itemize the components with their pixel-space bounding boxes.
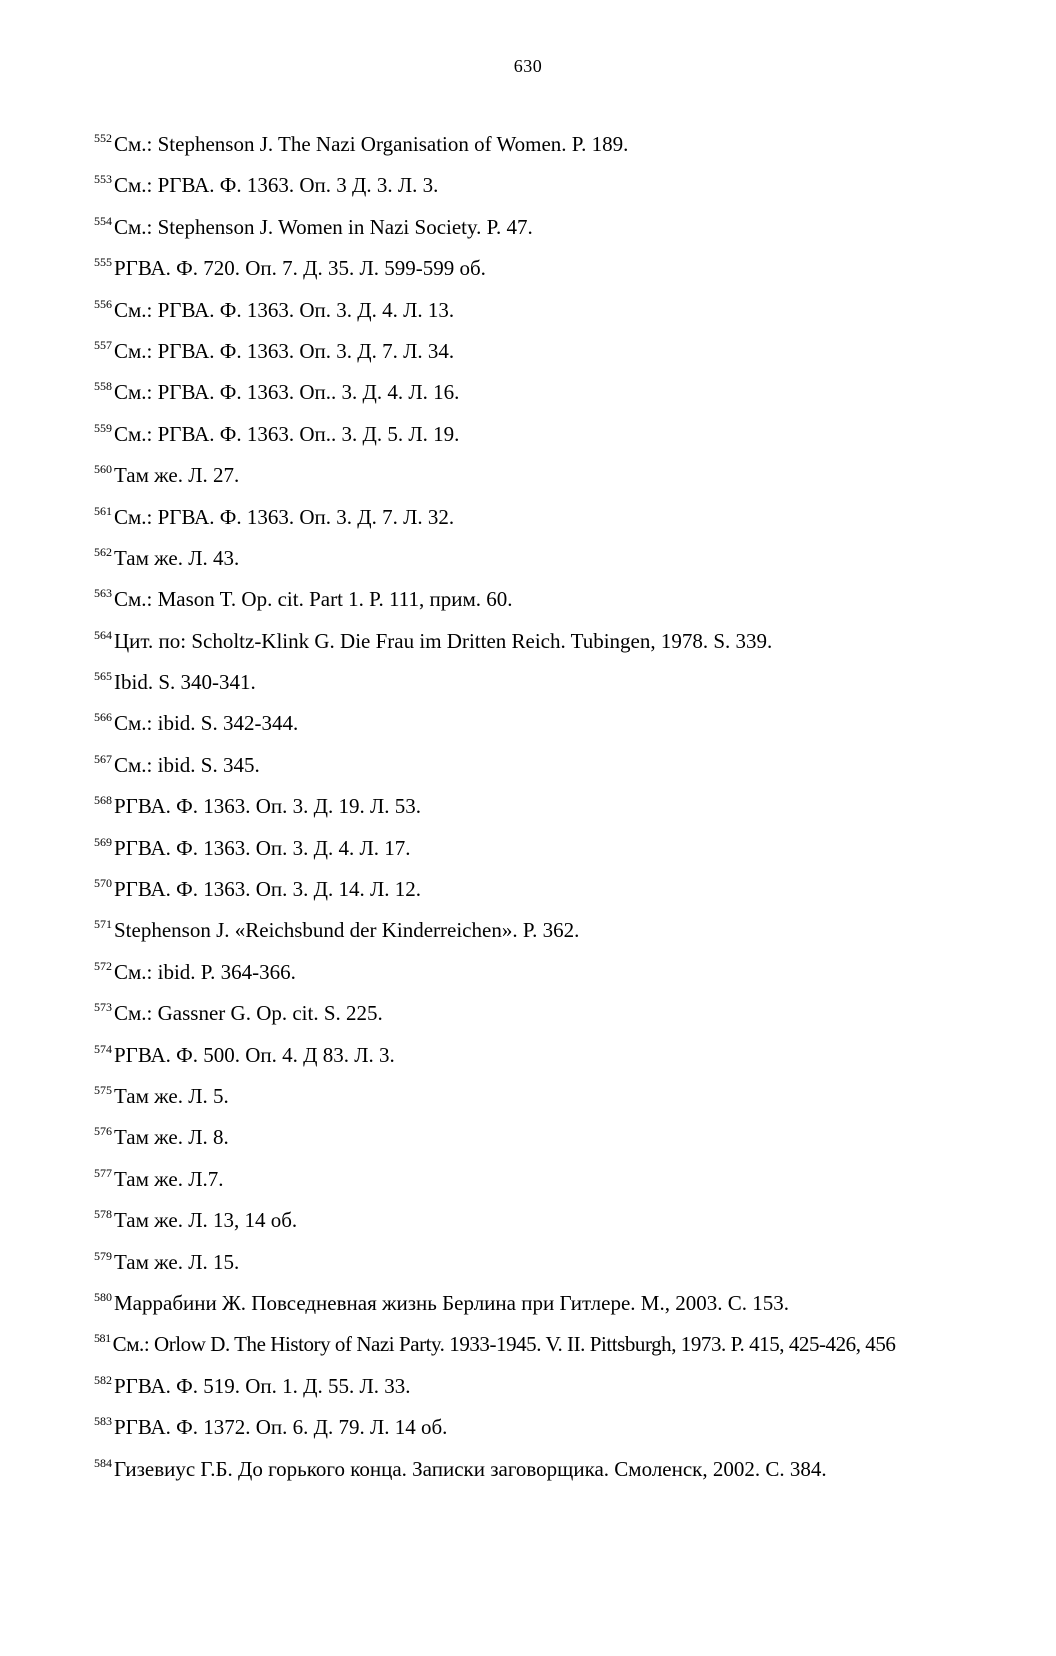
footnote-number: 576 [94, 1124, 112, 1139]
footnote [94, 1070, 996, 1111]
footnote [94, 1360, 996, 1401]
footnote-text: См.: РГВА. Ф. 1363. Оп. 3 Д. 3. Л. 3. [114, 173, 439, 198]
footnote-number: 564 [94, 627, 112, 642]
footnote [94, 615, 996, 656]
footnote-text: Там же. Л.7. [114, 1166, 224, 1191]
footnote [94, 863, 996, 904]
footnote-text: Цит. по: Scholtz-Klink G. Die Frau im Dritten Reich. Tubingen, 1978. S. 339. [114, 628, 773, 653]
footnote-text: Stephenson J. «Reichsbund der Kinderreichen». P. 362. [114, 918, 580, 943]
footnote-text: См.: РГВА. Ф. 1363. Оп.. 3. Д. 4. Л. 16. [114, 380, 460, 405]
footnote [94, 739, 996, 780]
footnote-number: 575 [94, 1082, 112, 1097]
footnote-number: 568 [94, 793, 112, 808]
footnote [94, 1401, 996, 1442]
footnote-number: 579 [94, 1248, 112, 1263]
footnote-text: См.: РГВА. Ф. 1363. Оп.. 3. Д. 5. Л. 19. [114, 421, 460, 446]
footnote [94, 946, 996, 987]
footnote [94, 532, 996, 573]
footnote-text: Там же. Л. 27. [114, 463, 240, 488]
footnote [94, 118, 996, 159]
footnote-number: 563 [94, 586, 112, 601]
footnote-number: 574 [94, 1041, 112, 1056]
footnote [94, 1318, 996, 1359]
footnote-number: 555 [94, 255, 112, 270]
footnote-number: 554 [94, 213, 112, 228]
footnote-text: РГВА. Ф. 1372. Оп. 6. Д. 79. Л. 14 об. [114, 1415, 448, 1440]
footnote-text: Там же. Л. 5. [114, 1083, 229, 1108]
footnote [94, 1236, 996, 1277]
footnote-text: Там же. Л. 8. [114, 1125, 229, 1150]
footnote-number: 562 [94, 544, 112, 559]
footnote [94, 1194, 996, 1235]
footnote-text: См.: ibid. S. 342-344. [114, 711, 299, 736]
footnote-text: Ibid. S. 340-341. [114, 670, 256, 695]
footnote [94, 491, 996, 532]
footnote-number: 581 [94, 1331, 111, 1346]
footnote-text: См.: Stephenson J. Women in Nazi Society. P. 47. [114, 214, 533, 239]
footnote [94, 780, 996, 821]
footnote-text: См.: Orlow D. The History of Nazi Party. 1933-1945. V. II. Pittsburgh, 1973. P. 415, 425-426, 456 [112, 1332, 896, 1357]
footnote-text: См.: РГВА. Ф. 1363. Оп. 3. Д. 7. Л. 34. [114, 338, 455, 363]
footnote [94, 822, 996, 863]
footnote-text: Там же. Л. 13, 14 об. [114, 1208, 298, 1233]
footnote [94, 366, 996, 407]
footnote-number: 566 [94, 710, 112, 725]
footnote [94, 656, 996, 697]
footnotes-list [94, 118, 996, 1484]
page-number: 630 [513, 56, 543, 76]
footnote-number: 553 [94, 172, 112, 187]
footnote-number: 558 [94, 379, 112, 394]
footnote-number: 572 [94, 958, 112, 973]
footnote [94, 573, 996, 614]
footnote-number: 557 [94, 337, 112, 352]
footnote-text: См.: РГВА. Ф. 1363. Оп. 3. Д. 7. Л. 32. [114, 504, 455, 529]
footnote-number: 583 [94, 1414, 112, 1429]
footnote [94, 1277, 996, 1318]
footnote [94, 159, 996, 200]
footnote-text: Там же. Л. 43. [114, 545, 240, 570]
footnote-text: См.: ibid. P. 364-366. [114, 959, 296, 984]
footnote-text: Маррабини Ж. Повседневная жизнь Берлина при Гитлере. М., 2003. С. 153. [114, 1290, 789, 1315]
footnote-text: См.: Mason T. Op. cit. Part 1. P. 111, прим. 60. [114, 587, 513, 612]
footnote-text: См.: Stephenson J. The Nazi Organisation of Women. P. 189. [114, 132, 629, 156]
footnote-text: См.: Gassner G. Op. cit. S. 225. [114, 1001, 383, 1026]
footnote [94, 1153, 996, 1194]
footnote-text: Там же. Л. 15. [114, 1249, 240, 1274]
footnote-text: РГВА. Ф. 1363. Оп. 3. Д. 19. Л. 53. [114, 794, 421, 819]
footnote [94, 987, 996, 1028]
footnote-number: 582 [94, 1372, 112, 1387]
footnote [94, 408, 996, 449]
footnote-text: См.: РГВА. Ф. 1363. Оп. 3. Д. 4. Л. 13. [114, 297, 455, 322]
footnote-number: 561 [94, 503, 112, 518]
footnote-number: 577 [94, 1165, 112, 1180]
footnote-text: РГВА. Ф. 1363. Оп. 3. Д. 14. Л. 12. [114, 877, 421, 902]
footnote-number: 578 [94, 1207, 112, 1222]
footnote [94, 242, 996, 283]
footnote-number: 556 [94, 296, 112, 311]
footnote-text: Гизевиус Г.Б. До горького конца. Записки заговорщика. Смоленск, 2002. С. 384. [114, 1456, 827, 1481]
footnote-number: 559 [94, 420, 112, 435]
footnote-number: 552 [94, 131, 112, 145]
footnote [94, 904, 996, 945]
footnote [94, 449, 996, 490]
footnote-number: 560 [94, 462, 112, 477]
footnote-number: 580 [94, 1289, 112, 1304]
footnote [94, 697, 996, 738]
footnote-number: 573 [94, 1000, 112, 1015]
footnote-text: РГВА. Ф. 519. Оп. 1. Д. 55. Л. 33. [114, 1373, 411, 1398]
footnote [94, 201, 996, 242]
footnote-number: 567 [94, 751, 112, 766]
footnote [94, 1443, 996, 1484]
footnote-text: РГВА. Ф. 720. Оп. 7. Д. 35. Л. 599-599 об. [114, 256, 486, 281]
footnote [94, 1111, 996, 1152]
footnote-text: См.: ibid. S. 345. [114, 752, 260, 777]
footnote-number: 565 [94, 669, 112, 684]
footnote [94, 284, 996, 325]
footnote [94, 1029, 996, 1070]
footnote [94, 325, 996, 366]
footnote-number: 569 [94, 834, 112, 849]
footnote-number: 584 [94, 1455, 112, 1470]
footnote-number: 571 [94, 917, 112, 932]
footnote-text: РГВА. Ф. 1363. Оп. 3. Д. 4. Л. 17. [114, 835, 411, 860]
footnote-text: РГВА. Ф. 500. Оп. 4. Д 83. Л. 3. [114, 1042, 395, 1067]
footnote-number: 570 [94, 876, 112, 891]
